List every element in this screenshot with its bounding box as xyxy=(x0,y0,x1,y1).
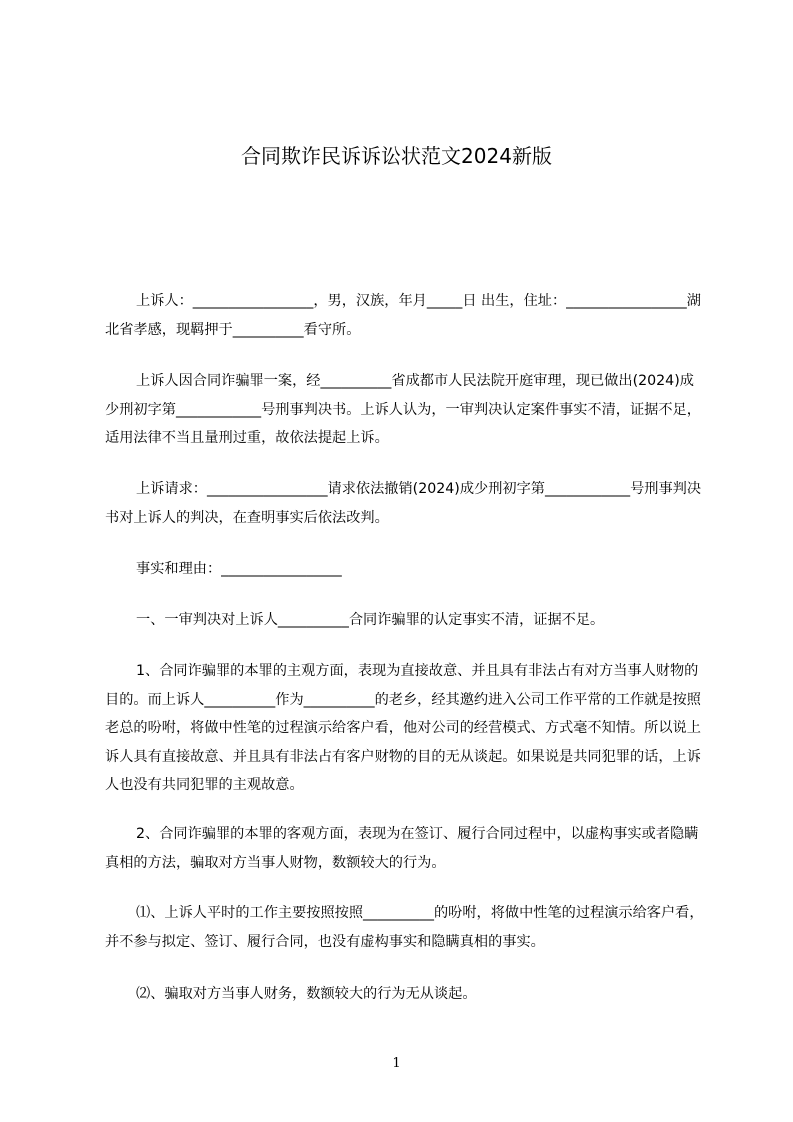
case-background-paragraph: 上诉人因合同诈骗罪一案，经__________省成都市人民法院开庭审理，现已做出(2024)成少刑初字第____________号刑事判决书。上诉人认为，一审判决认定案件事实不清，证据不足，适用法律不当且量刑过重，故依法提起上诉。 xyxy=(105,373,701,446)
objective-aspect-paragraph: 2、合同诈骗罪的本罪的客观方面，表现为在签订、履行合同过程中，以虚构事实或者隐瞒真相的方法，骗取对方当事人财物，数额较大的行为。 xyxy=(105,826,699,871)
reason-one-heading: 一、一审判决对上诉人__________合同诈骗罪的认定事实不清，证据不足。 xyxy=(136,612,605,628)
document-title: 合同欺诈民诉诉讼状范文2024新版 xyxy=(241,144,552,168)
appellant-info-paragraph: 上诉人：_________________，男，汉族，年月_____日 出生，住址：_________________湖北省孝感，现羁押于__________看守所。 xyxy=(105,293,701,338)
subjective-aspect-paragraph: 1、合同诈骗罪的本罪的主观方面，表现为直接故意、并且具有非法占有对方当事人财物的目的。而上诉人__________作为__________的老乡，经其邀约进入公司工作平常的工作就是按照老总的吩咐，将做中性笔的过程演示给客户看，他对公司的经营模式、方式毫不知情。所以说上诉人具有直接故意、并且具有非法占有客户财物的目的无从谈起。如果说是共同犯罪的话，上诉人也没有共同犯罪的主观故意。 xyxy=(105,663,701,793)
point-two-paragraph: ⑵、骗取对方当事人财务，数额较大的行为无从谈起。 xyxy=(136,986,477,1002)
appeal-request-paragraph: 上诉请求：_________________请求依法撤销(2024)成少刑初字第____________号刑事判决书对上诉人的判决，在查明事实后依法改判。 xyxy=(105,481,702,526)
point-one-paragraph: ⑴、上诉人平时的工作主要按照按照__________的吩咐，将做中性笔的过程演示给客户看，并不参与拟定、签订、履行合同，也没有虚构事实和隐瞒真相的事实。 xyxy=(105,905,704,950)
page-number: 1 xyxy=(392,1056,401,1071)
facts-and-reasons-heading: 事实和理由：_________________ xyxy=(136,561,342,577)
